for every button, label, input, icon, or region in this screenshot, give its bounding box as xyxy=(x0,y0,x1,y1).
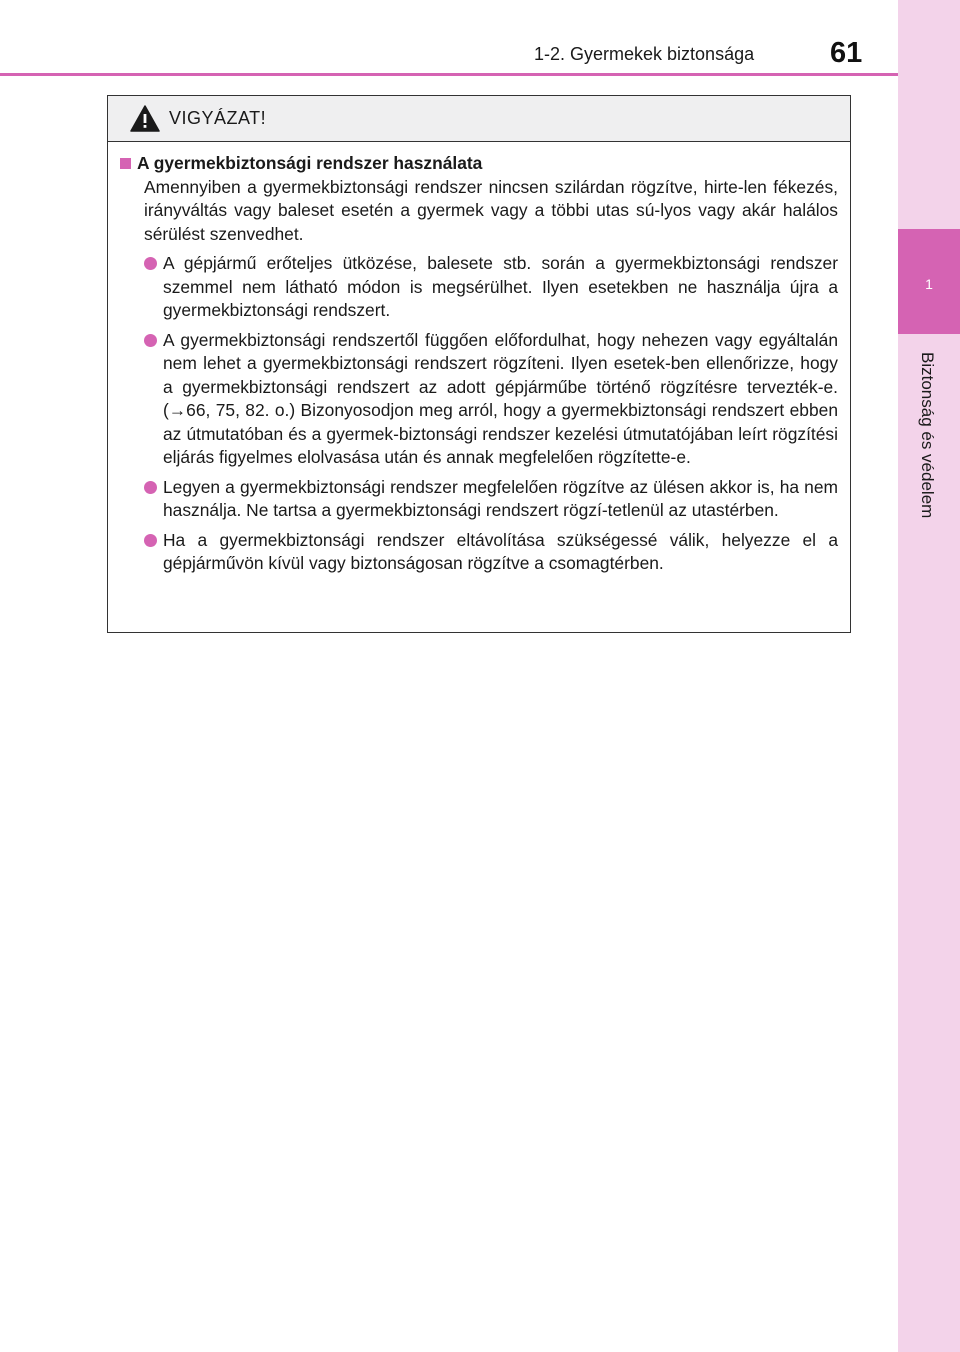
intro-paragraph: Amennyiben a gyermekbiztonsági rendszer nincsen szilárdan rögzítve, hirte-len fékezés, irányváltás vagy baleset esetén a gyermek vagy a többi utas sú-lyos vagy akár halálos sérülést szenvedhet. xyxy=(144,176,838,244)
warning-title: VIGYÁZAT! xyxy=(169,108,267,128)
list-item xyxy=(120,529,838,576)
page-number: 61 xyxy=(830,37,863,69)
square-bullet-icon xyxy=(120,158,131,169)
section-label: Biztonság és védelem xyxy=(918,352,937,519)
bullet-dot-icon xyxy=(144,481,157,494)
bullet-dot-icon xyxy=(144,534,157,547)
side-tab xyxy=(898,0,960,1352)
bullet-dot-icon xyxy=(144,257,157,270)
list-item-text: A gépjármű erőteljes ütközése, balesete stb. során a gyermekbiztonsági rendszer szemmel nem látható módon is megsérülhet. Ilyen esetekben ne használja újra a gyermekbiztonsági rendszert. xyxy=(163,253,838,320)
section-heading xyxy=(120,152,838,176)
list-item-text: Legyen a gyermekbiztonsági rendszer megfelelően rögzítve az ülésen akkor is, ha nem használja. Ne tartsa a gyermekbiztonsági rendszert rögzí-tetlenül az utastérben. xyxy=(163,476,838,520)
chapter-title: 1-2. Gyermekek biztonsága xyxy=(534,44,755,64)
list-item xyxy=(120,329,838,470)
chapter-tab-number: 1 xyxy=(925,276,933,292)
bullet-dot-icon xyxy=(144,334,157,347)
list-item-text: Ha a gyermekbiztonsági rendszer eltávolítása szükségessé válik, helyezze el a gépjárművön kívül vagy biztonságosan rögzítve a csomagtérben. xyxy=(163,529,838,573)
list-item xyxy=(120,476,838,523)
list-item-text: A gyermekbiztonsági rendszertől függően előfordulhat, hogy nehezen vagy egyáltalán nem lehet a gyermekbiztonsági rendszert rögzíteni. Ilyen esetek-ben ellenőrizze, hogy a gyermekbiztonsági rendszert az adott gépjárműbe történő rögzítésre tervezték-e. (→66, 75, 82. o.) Bizonyosodjon meg arról, hogy a gyermekbiztonsági rendszert ebben az útmutatóban és a gyermek-biztonsági rendszer kezelési útmutatójában leírt rögzítési eljárás figyelmes elolvasása után és annak megfelelően rögzítette-e. xyxy=(163,329,838,467)
warning-body xyxy=(108,142,850,576)
warning-box xyxy=(107,95,851,633)
section-heading-text: A gyermekbiztonsági rendszer használata xyxy=(137,153,483,173)
warning-header xyxy=(108,96,850,142)
list-item xyxy=(120,252,838,323)
warning-triangle-icon xyxy=(130,105,160,133)
header-divider xyxy=(0,73,898,76)
